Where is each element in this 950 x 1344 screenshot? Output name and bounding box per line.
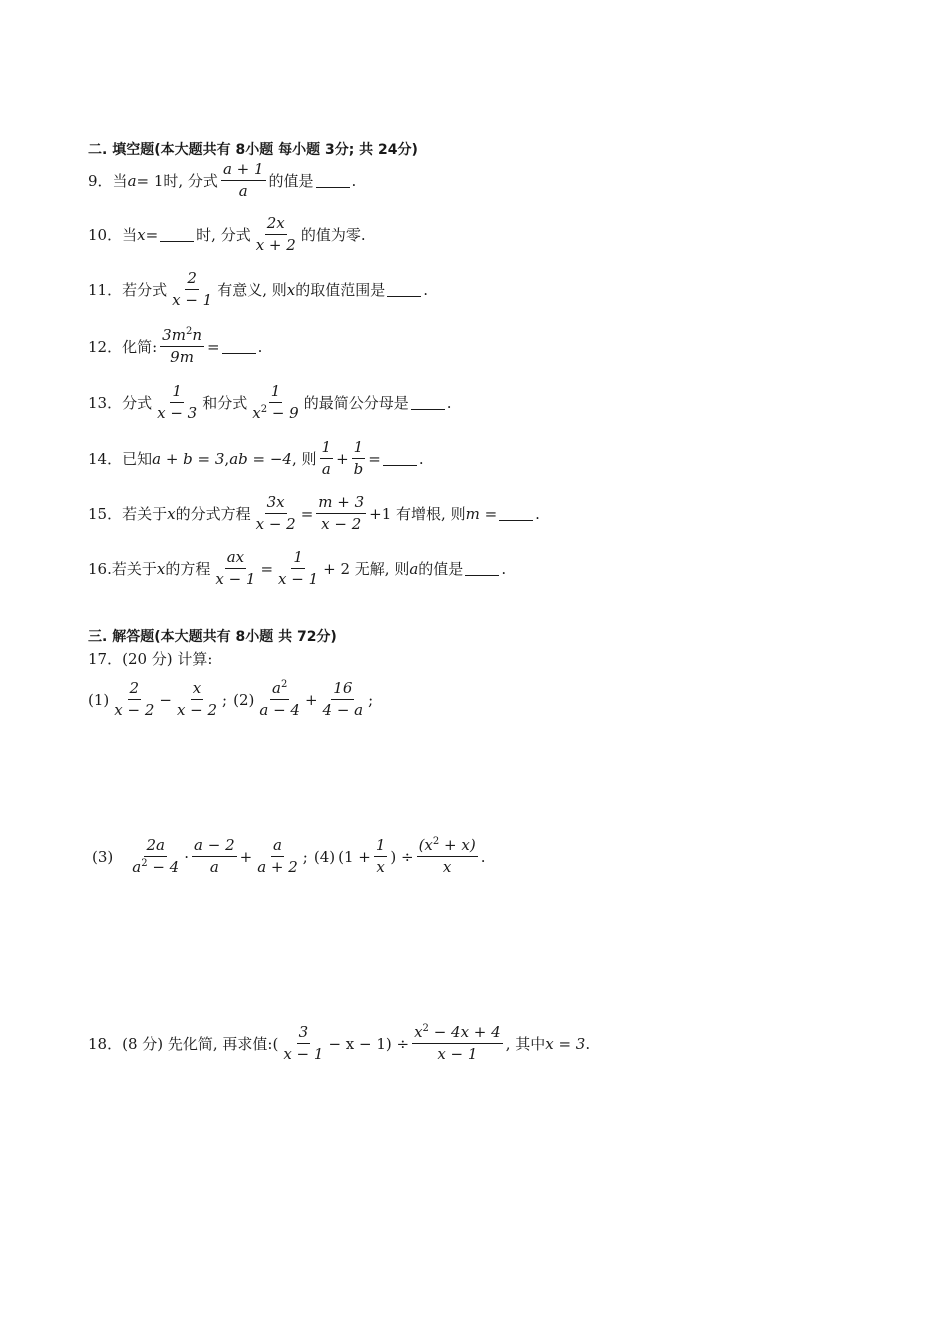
question-13: 13． 分式 $\frac{1}{x - 3}$ 和分式 $\frac{1}{x^2 - 9}$ 的最简公分母是 . <box>88 382 452 422</box>
fraction: $\frac{1}{a}$ <box>321 438 332 478</box>
q14-number: 14． <box>88 450 123 468</box>
q15-number: 15． <box>88 505 123 523</box>
fraction: $\frac{2}{x - 2}$ <box>114 679 155 719</box>
fraction: $\frac{3m^2n}{9m}$ <box>162 326 202 366</box>
fraction: $\frac{16}{4 - a}$ <box>322 679 364 719</box>
question-11: 11． 若分式 $\frac{2}{x - 1}$ 有意义, 则 x 的取值范围是 . <box>88 269 429 309</box>
answer-blank <box>316 173 350 188</box>
answer-blank <box>387 282 421 297</box>
fraction: $\frac{1}{x - 3}$ <box>157 382 198 422</box>
question-18: 18． (8 分) 先化简, 再求值: ( $\frac{3}{x - 1}$ − x − 1) ÷ $\frac{x^2 - 4x + 4}{x - 1}$ , 其中 x = 3 . <box>88 1023 591 1063</box>
fraction: $\frac{1}{x}$ <box>375 836 386 876</box>
question-16: 16. 若关于 x 的方程 $\frac{ax}{x - 1}$ = $\frac{1}{x - 1}$ + 2 无解, 则 a 的值是 . <box>88 548 507 588</box>
fraction: $\frac{1}{b}$ <box>353 438 364 478</box>
fraction: $\frac{m + 3}{x - 2}$ <box>318 493 365 533</box>
question-15: 15． 若关于 x 的分式方程 $\frac{3x}{x - 2}$ = $\frac{m + 3}{x - 2}$ +1 有增根, 则 m = . <box>88 493 540 533</box>
question-17-parts-3-4: (3) $\frac{2a}{a^2 - 4}$ · $\frac{a - 2}{a}$ + $\frac{a}{a + 2}$ ; (4) (1 + $\frac{1}{x}$ ) ÷ $\frac{(x^2 + x)}{x}$ . <box>92 836 486 876</box>
answer-blank <box>383 451 417 466</box>
question-14: 14． 已知 a + b = 3 , ab = −4 , 则 $\frac{1}{a}$ + $\frac{1}{b}$ = . <box>88 438 424 478</box>
answer-blank <box>411 395 445 410</box>
q12-number: 12． <box>88 338 123 356</box>
fraction: $\frac{a - 2}{a}$ <box>194 836 235 876</box>
fraction: $\frac{3x}{x - 2}$ <box>255 493 296 533</box>
fraction: $\frac{2}{x - 1}$ <box>172 269 213 309</box>
answer-blank <box>222 339 256 354</box>
q18-number: 18． <box>88 1035 123 1053</box>
q17-number: 17． <box>88 650 123 668</box>
fraction: $\frac{a + 1}{a}$ <box>222 160 264 200</box>
question-12: 12． 化简: $\frac{3m^2n}{9m}$ = . <box>88 326 263 366</box>
fraction: $\frac{1}{x^2 - 9}$ <box>252 382 299 422</box>
fraction: $\frac{x}{x - 2}$ <box>176 679 218 719</box>
question-17: 17． (20 分) 计算: <box>88 650 213 668</box>
fraction: $\frac{a}{a + 2}$ <box>257 836 298 876</box>
section-fill-title: 二. 填空题(本大题共有 8小题 每小题 3分; 共 24分) <box>88 142 418 158</box>
fraction: $\frac{(x^2 + x)}{x}$ <box>418 836 476 876</box>
question-17-parts-1-2: (1) $\frac{2}{x - 2}$ − $\frac{x}{x - 2}$ ; (2) $\frac{a^2}{a - 4}$ + $\frac{16}{4 - a}$ ; <box>88 679 374 719</box>
q9-number: 9． <box>88 172 113 190</box>
section-answer-title: 三. 解答题(本大题共有 8小题 共 72分) <box>88 629 337 645</box>
fraction: $\frac{2a}{a^2 - 4}$ <box>132 836 180 876</box>
answer-blank <box>499 506 533 521</box>
q13-number: 13． <box>88 394 123 412</box>
q11-number: 11． <box>88 281 123 299</box>
q16-number: 16. <box>88 559 112 578</box>
fraction: $\frac{3}{x - 1}$ <box>283 1023 324 1063</box>
fraction: $\frac{ax}{x - 1}$ <box>215 548 256 588</box>
fraction: $\frac{x^2 - 4x + 4}{x - 1}$ <box>414 1023 501 1063</box>
fraction: $\frac{2x}{x + 2}$ <box>255 214 296 254</box>
question-10: 10． 当 x = 时, 分式 $\frac{2x}{x + 2}$ 的值为零. <box>88 214 366 254</box>
answer-blank <box>465 561 499 576</box>
fraction: $\frac{1}{x - 1}$ <box>278 548 319 588</box>
fraction: $\frac{a^2}{a - 4}$ <box>259 679 300 719</box>
question-9: 9． 当 a = 1时, 分式 $\frac{a + 1}{a}$ 的值是 . <box>88 160 357 200</box>
q10-number: 10． <box>88 226 123 244</box>
answer-blank <box>160 227 194 242</box>
